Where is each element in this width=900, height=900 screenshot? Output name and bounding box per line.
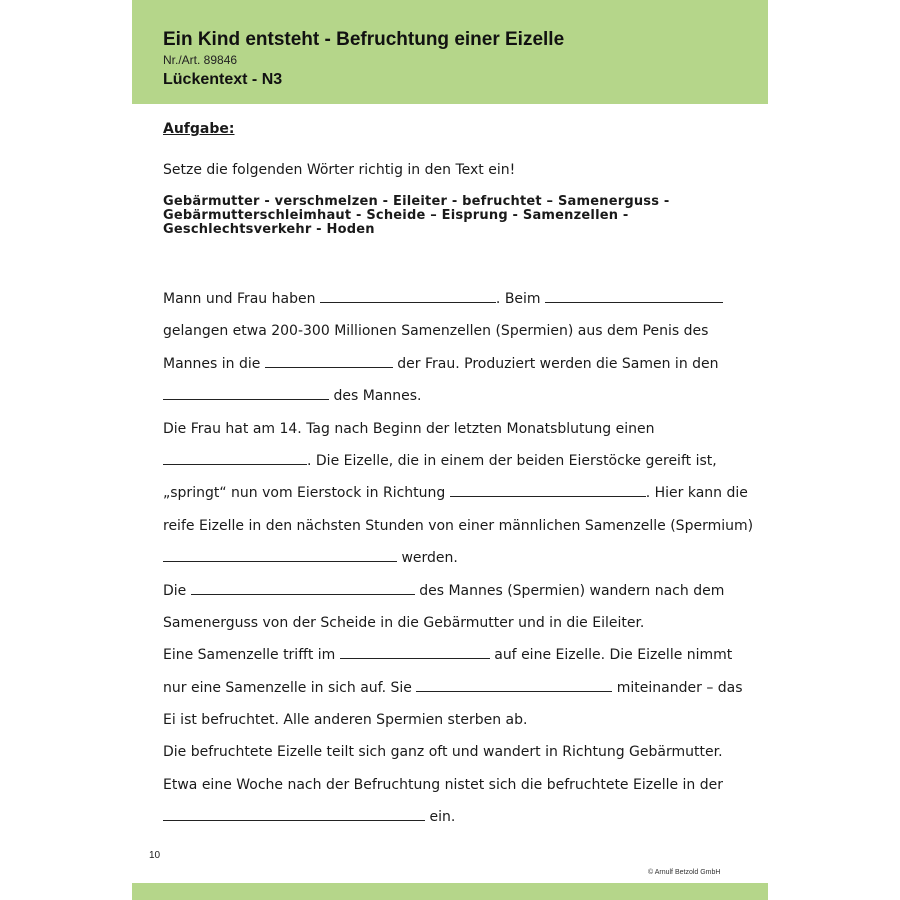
page-number: 10 bbox=[149, 850, 161, 861]
blank-1[interactable] bbox=[320, 286, 496, 303]
text-line bbox=[163, 286, 763, 318]
text-line bbox=[163, 318, 763, 350]
text-line bbox=[163, 480, 763, 512]
text-segment: der Frau. Produziert werden die Samen in den bbox=[397, 355, 719, 372]
task-label: Aufgabe: bbox=[163, 121, 235, 137]
text-segment: Ei ist befruchtet. Alle anderen Spermien sterben ab. bbox=[163, 712, 528, 729]
article-number: Nr./Art. 89846 bbox=[163, 53, 238, 67]
text-segment: auf eine Eizelle. Die Eizelle nimmt bbox=[494, 647, 733, 664]
text-line bbox=[163, 383, 763, 415]
text-segment: Eine Samenzelle trifft im bbox=[163, 647, 336, 664]
text-segment: Die bbox=[163, 582, 187, 599]
footer-bar bbox=[132, 883, 768, 900]
text-line bbox=[163, 448, 763, 480]
text-line bbox=[163, 772, 763, 804]
copyright-notice: © Arnulf Betzold GmbH bbox=[648, 869, 721, 876]
word-bank-line: Geschlechtsverkehr - Hoden bbox=[163, 222, 375, 237]
text-segment: Etwa eine Woche nach der Befruchtung nistet sich die befruchtete Eizelle in der bbox=[163, 776, 724, 793]
text-segment: Die Frau hat am 14. Tag nach Beginn der letzten Monatsblutung einen bbox=[163, 420, 655, 437]
blank-10[interactable] bbox=[416, 675, 612, 692]
text-segment: Die befruchtete Eizelle teilt sich ganz oft und wandert in Richtung Gebärmutter. bbox=[163, 744, 723, 761]
text-line bbox=[163, 351, 763, 383]
text-segment: „springt“ nun vom Eierstock in Richtung bbox=[163, 485, 446, 502]
text-line bbox=[163, 642, 763, 674]
blank-11[interactable] bbox=[163, 804, 425, 821]
worksheet-subtitle: Lückentext - N3 bbox=[163, 71, 283, 88]
page-title: Ein Kind entsteht - Befruchtung einer Eizelle bbox=[163, 29, 565, 50]
text-segment: werden. bbox=[401, 550, 458, 567]
word-bank-line: Gebärmutterschleimhaut - Scheide – Eisprung - Samenzellen - bbox=[163, 208, 629, 223]
text-segment: Mannes in die bbox=[163, 355, 261, 372]
text-segment: ein. bbox=[429, 809, 456, 826]
blank-9[interactable] bbox=[340, 642, 490, 659]
text-segment: Mann und Frau haben bbox=[163, 291, 316, 307]
blank-2[interactable] bbox=[545, 286, 723, 303]
blank-5[interactable] bbox=[163, 448, 307, 465]
blank-6[interactable] bbox=[450, 480, 646, 497]
text-segment: . Beim bbox=[495, 291, 541, 307]
text-line bbox=[163, 416, 763, 448]
blank-7[interactable] bbox=[163, 545, 397, 562]
text-line bbox=[163, 513, 763, 545]
blank-3[interactable] bbox=[265, 351, 393, 368]
text-line bbox=[163, 707, 763, 739]
text-segment: . Hier kann die bbox=[645, 485, 748, 502]
text-segment: miteinander – das bbox=[616, 679, 743, 696]
text-segment: des Mannes. bbox=[333, 388, 422, 405]
text-segment: des Mannes (Spermien) wandern nach dem bbox=[419, 582, 725, 599]
text-line bbox=[163, 545, 763, 577]
task-instruction: Setze die folgenden Wörter richtig in den Text ein! bbox=[163, 162, 516, 178]
text-line bbox=[163, 675, 763, 707]
text-segment: reife Eizelle in den nächsten Stunden von einer männlichen Samenzelle (Spermium) bbox=[163, 517, 754, 534]
text-line bbox=[163, 804, 763, 836]
cloze-text bbox=[163, 286, 763, 837]
text-segment: nur eine Samenzelle in sich auf. Sie bbox=[163, 679, 412, 696]
blank-8[interactable] bbox=[191, 578, 415, 595]
text-line bbox=[163, 739, 763, 771]
word-bank bbox=[163, 195, 723, 237]
text-segment: . Die Eizelle, die in einem der beiden Eierstöcke gereift ist, bbox=[307, 452, 717, 469]
text-segment: Samenerguss von der Scheide in die Gebärmutter und in die Eileiter. bbox=[163, 614, 645, 631]
text-line bbox=[163, 610, 763, 642]
text-line bbox=[163, 578, 763, 610]
blank-4[interactable] bbox=[163, 383, 329, 400]
text-segment: gelangen etwa 200-300 Millionen Samenzellen (Spermien) aus dem Penis des bbox=[163, 323, 709, 340]
word-bank-line: Gebärmutter - verschmelzen - Eileiter - befruchtet – Samenerguss - bbox=[163, 194, 670, 209]
